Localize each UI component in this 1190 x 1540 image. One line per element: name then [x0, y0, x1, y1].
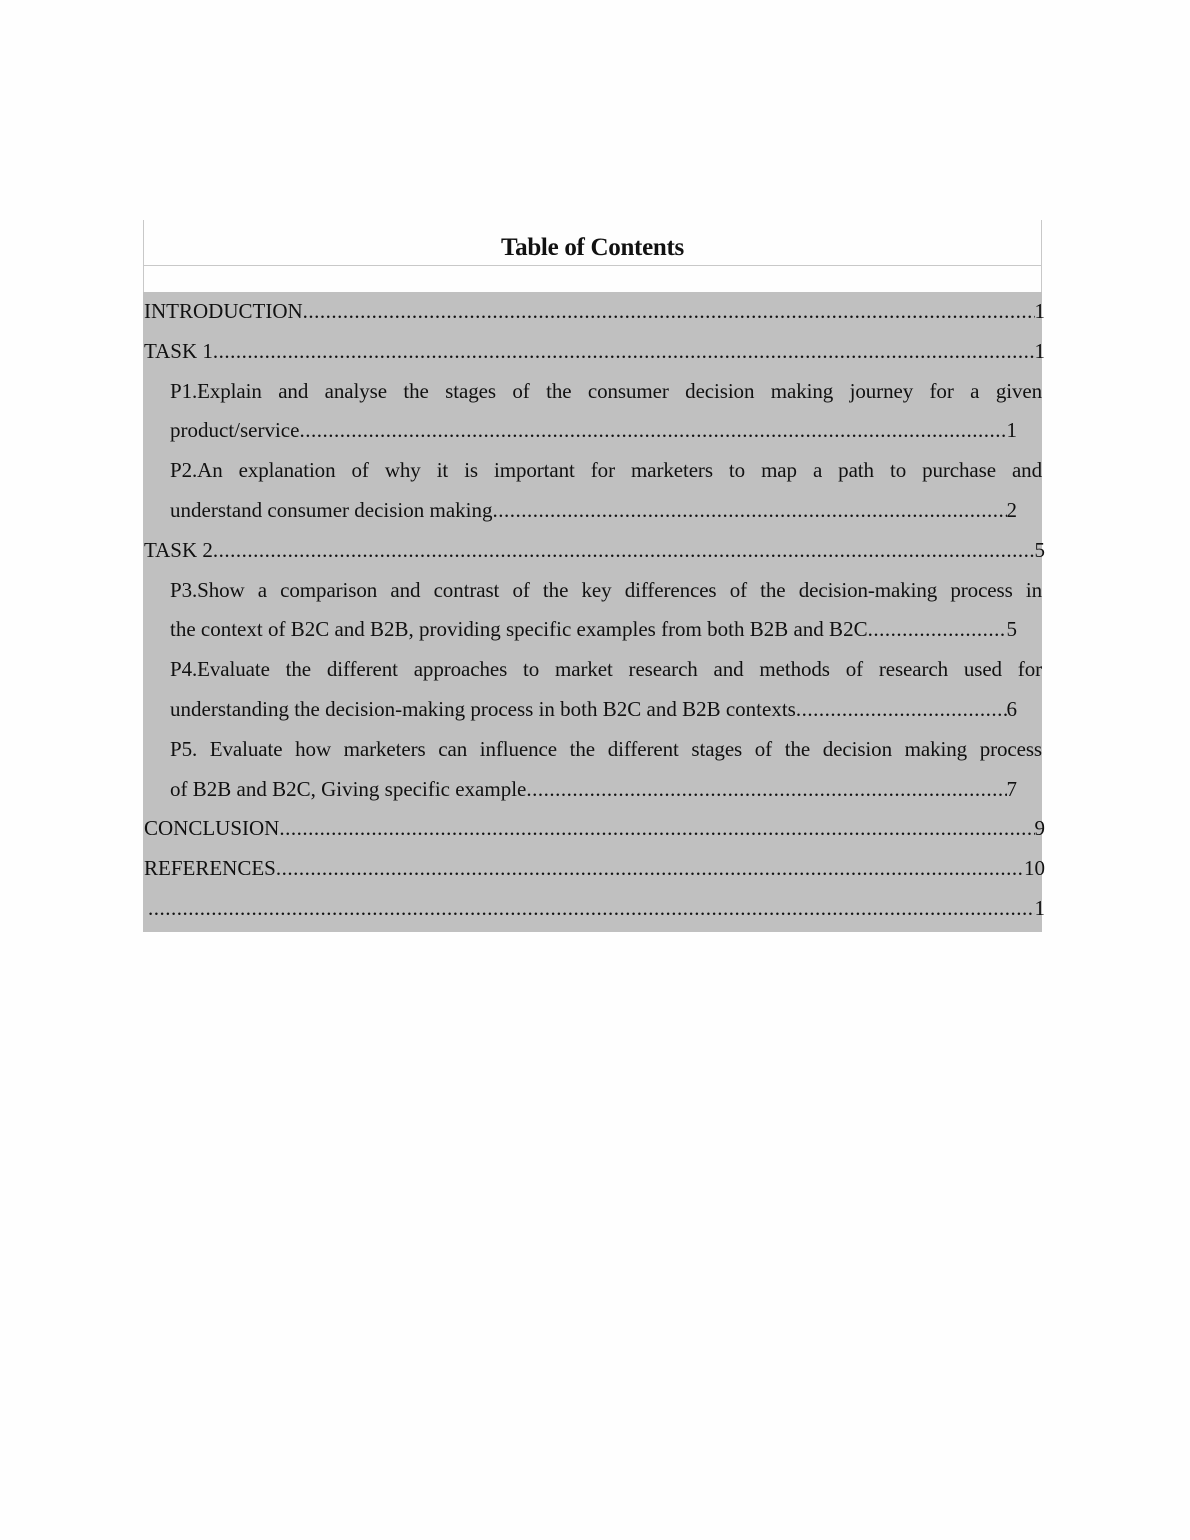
dot-leader — [213, 531, 1035, 571]
toc-entry-page: 1 — [1034, 895, 1045, 920]
toc-entry-task-2[interactable] — [143, 531, 1045, 571]
toc-entry-task-1[interactable] — [143, 332, 1045, 372]
dot-leader — [299, 411, 1006, 451]
dot-leader — [868, 610, 1007, 650]
dot-leader — [213, 332, 1035, 372]
toc-entry-conclusion[interactable] — [143, 809, 1045, 849]
toc-entry-label: understand consumer decision making — [170, 497, 493, 522]
toc-entry-page: 9 — [1034, 816, 1045, 841]
toc-entry-page: 1 — [1034, 338, 1045, 363]
toc-entry-first-line: P4.Evaluate the different approaches to market research and methods of research used for — [170, 657, 1042, 682]
toc-entry-untitled[interactable] — [143, 889, 1045, 929]
toc-entry-label: TASK 2 — [144, 537, 213, 562]
toc-entry-label: INTRODUCTION — [144, 299, 303, 323]
dot-leader — [276, 849, 1024, 889]
toc-entry-first-line: P2.An explanation of why it is important for marketers to map a path to purchase and — [170, 458, 1042, 483]
toc-entry-page: 5 — [1034, 537, 1045, 562]
toc-entry-first-line: P3.Show a comparison and contrast of the key differences of the decision-making process in — [170, 577, 1042, 602]
toc-entry-page: 1 — [1006, 418, 1017, 443]
toc-entry-p4[interactable] — [143, 650, 1042, 730]
dot-leader — [279, 809, 1034, 849]
toc-entry-label: the context of B2C and B2B, providing specific examples from both B2B and B2C — [170, 617, 868, 642]
toc-entry-page: 1 — [1034, 299, 1045, 323]
toc-entry-page: 10 — [1024, 856, 1045, 881]
toc-entry-label: REFERENCES — [144, 856, 276, 881]
table-of-contents — [143, 220, 1045, 932]
toc-entry-page: 2 — [1006, 497, 1017, 522]
toc-entry-label: of B2B and B2C, Giving specific example — [170, 776, 527, 801]
dot-leader — [493, 491, 1007, 531]
toc-entry-label: CONCLUSION — [144, 816, 280, 841]
dot-leader — [303, 292, 1035, 332]
toc-entry-page: 6 — [1006, 696, 1017, 721]
toc-entry-references[interactable] — [143, 849, 1045, 889]
toc-entry-p5[interactable] — [143, 730, 1042, 810]
toc-entry-label: TASK 1 — [144, 338, 213, 363]
toc-entry-p1[interactable] — [143, 372, 1042, 452]
toc-entry-p2[interactable] — [143, 451, 1042, 531]
toc-entry-p3[interactable] — [143, 571, 1042, 651]
toc-entry-label: understanding the decision-making process in both B2C and B2B contexts — [170, 696, 796, 721]
dot-leader — [526, 770, 1006, 810]
toc-title-box — [143, 220, 1042, 266]
toc-entry-introduction[interactable] — [143, 292, 1045, 332]
toc-entry-page: 5 — [1006, 617, 1017, 642]
toc-title: Table of Contents — [501, 234, 684, 261]
toc-entry-page: 7 — [1006, 776, 1017, 801]
dot-leader — [796, 690, 1007, 730]
toc-entry-label: product/service — [170, 418, 300, 443]
dot-leader — [144, 889, 1035, 929]
toc-entries — [143, 292, 1045, 932]
toc-entry-first-line: P5. Evaluate how marketers can influence the different stages of the decision making process — [170, 736, 1042, 761]
toc-entry-first-line: P1.Explain and analyse the stages of the consumer decision making journey for a given — [170, 378, 1042, 403]
